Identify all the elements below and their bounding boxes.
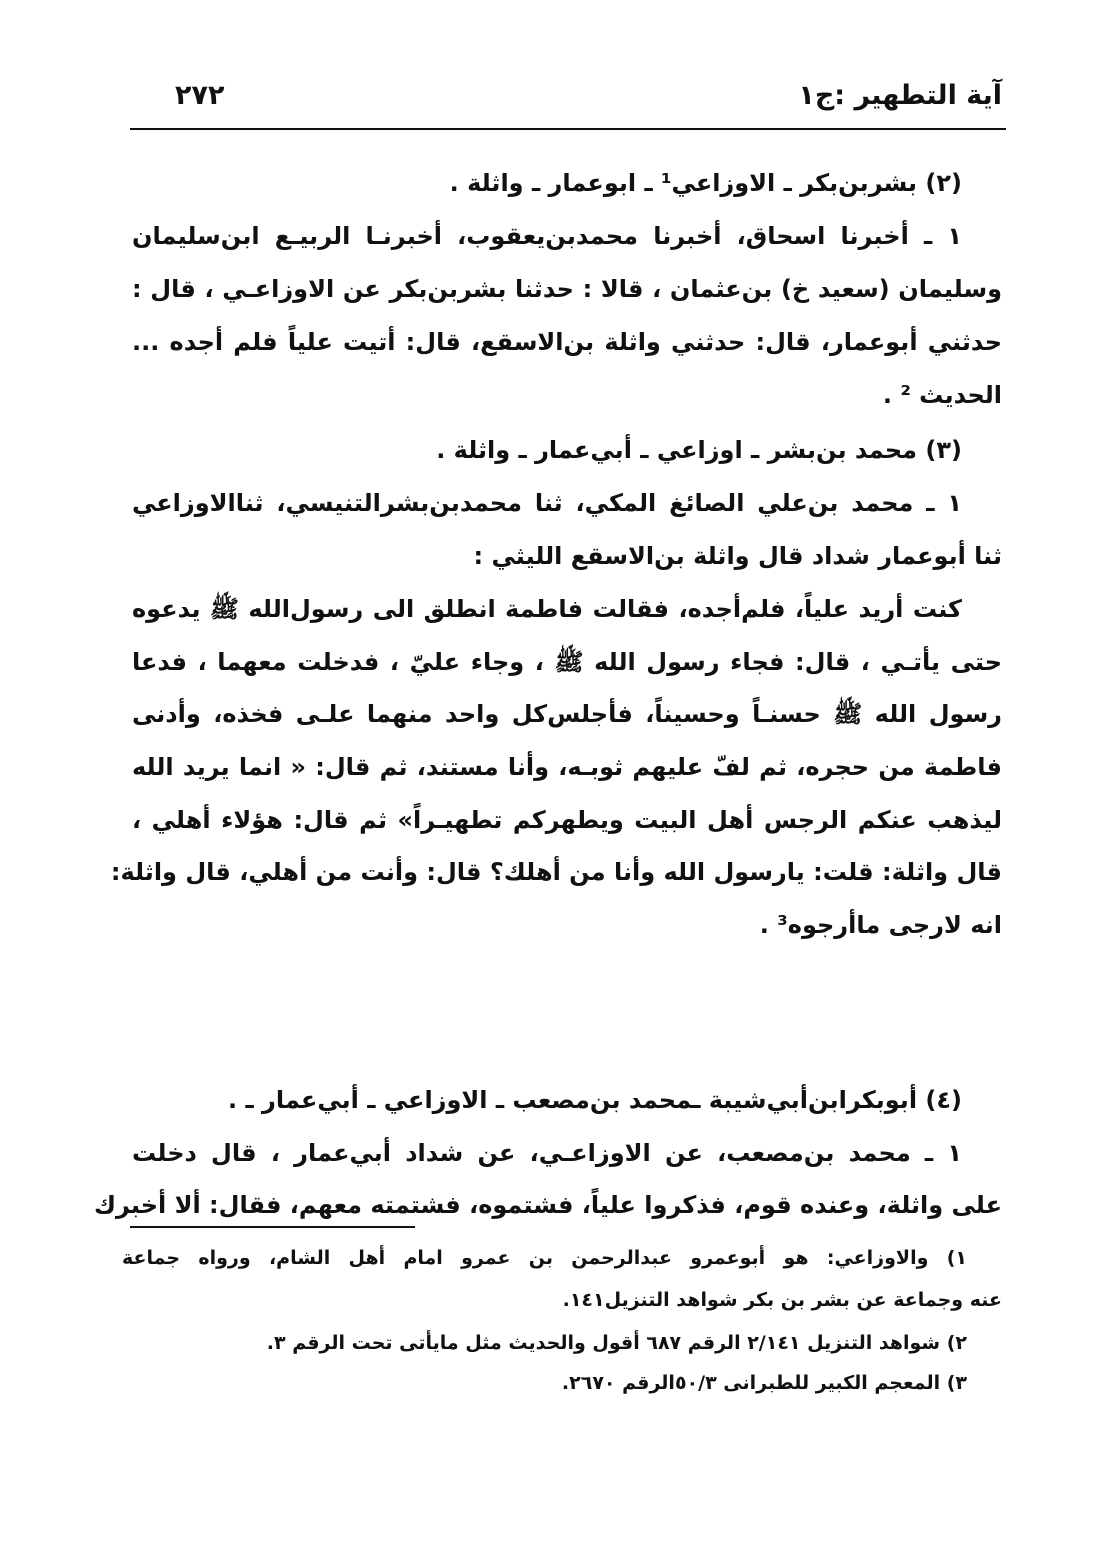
text-line: ١ ـ محمد بن‌علي الصائغ المكي، ثنا محمدبن‌بشرالتنيسي، ثناالاوزاعي [132, 489, 962, 517]
text-line: ١ ـ محمد بن‌مصعب، عن الاوزاعـي، عن شداد أبي‌عمار ، قال دخلت [132, 1139, 962, 1167]
text-line: ثنا أبوعمار شداد قال واثلة بن‌الاسقع الليثي : [473, 542, 1002, 570]
text-line: كنت أريد علياً، فلم‌أجده، فقالت فاطمة انطلق الى رسول‌الله ﷺ يدعوه [132, 595, 962, 623]
text-line: ليذهب عنكم الرجس أهل البيت ويطهركم تطهيـراً» ثم قال: هؤلاء أهلي ، [132, 806, 1002, 834]
text-line: حدثني أبوعمار، قال: حدثني واثلة بن‌الاسقع، قال: أتيت علياً فلم أجده ... [132, 328, 1002, 356]
running-title: آية التطهير :ج١ [798, 80, 1002, 111]
text-line: انه لارجى ماأرجوه³ . [759, 911, 1002, 939]
footnote-rule [130, 1226, 415, 1228]
text-line: على واثلة، وعنده قوم، فذكروا علياً، فشتموه، فشتمته معهم، فقال: ألا أخبرك [93, 1191, 1002, 1219]
footnote: ٣) المعجم الكبير للطبرانى ٥٠/٣الرقم ٢٦٧٠. [561, 1372, 967, 1394]
text-line: حتى يأتـي ، قال: فجاء رسول الله ﷺ ، وجاء عليّ ، فدخلت معهما ، فدعا [132, 648, 1002, 676]
footnote: عنه وجماعة عن بشر بن بكر شواهد التنزيل١٤١. [562, 1289, 1002, 1311]
text-line: فاطمة من حجره، ثم لفّ عليهم ثوبـه، وأنا مستند، ثم قال: « انما يريد الله [132, 753, 1002, 781]
text-line: رسول الله ﷺ حسنـاً وحسيناً، فأجلس‌كل واحد منهما علـى فخذه، وأدنى [132, 700, 1002, 728]
text-line: قال واثلة: قلت: يارسول الله وأنا من أهلك؟ قال: وأنت من أهلي، قال واثلة: [110, 858, 1002, 886]
text-line: وسليمان (سعيد خ) بن‌عثمان ، قالا : حدثنا بشربن‌بكر عن الاوزاعـي ، قال : [132, 275, 1002, 303]
footnote: ٢) شواهد التنزيل ٢/١٤١ الرقم ٦٨٧ أقول والحديث مثل مايأتى تحت الرقم ٣. [266, 1332, 967, 1354]
text-line: ١ ـ أخبرنا اسحاق، أخبرنا محمدبن‌يعقوب، أخبرنـا الربيـع ابن‌سليمان [132, 222, 962, 250]
section-heading: (٤) أبوبكرابن‌أبي‌شيبة ـمحمد بن‌مصعب ـ الاوزاعي ـ أبي‌عمار ـ . [228, 1086, 962, 1114]
page-number: ٢٧٢ [175, 80, 225, 111]
text-line: الحديث ² . [882, 381, 1002, 409]
header-rule [130, 128, 1006, 130]
section-heading: (٣) محمد بن‌بشر ـ اوزاعي ـ أبي‌عمار ـ واثلة . [436, 436, 962, 464]
footnote: ١) والاوزاعي: هو أبوعمرو عبدالرحمن بن عمرو امام أهل الشام، ورواه جماعة [122, 1247, 967, 1269]
section-heading: (٢) بشربن‌بكر ـ الاوزاعي¹ ـ ابوعمار ـ واثلة . [449, 169, 962, 197]
